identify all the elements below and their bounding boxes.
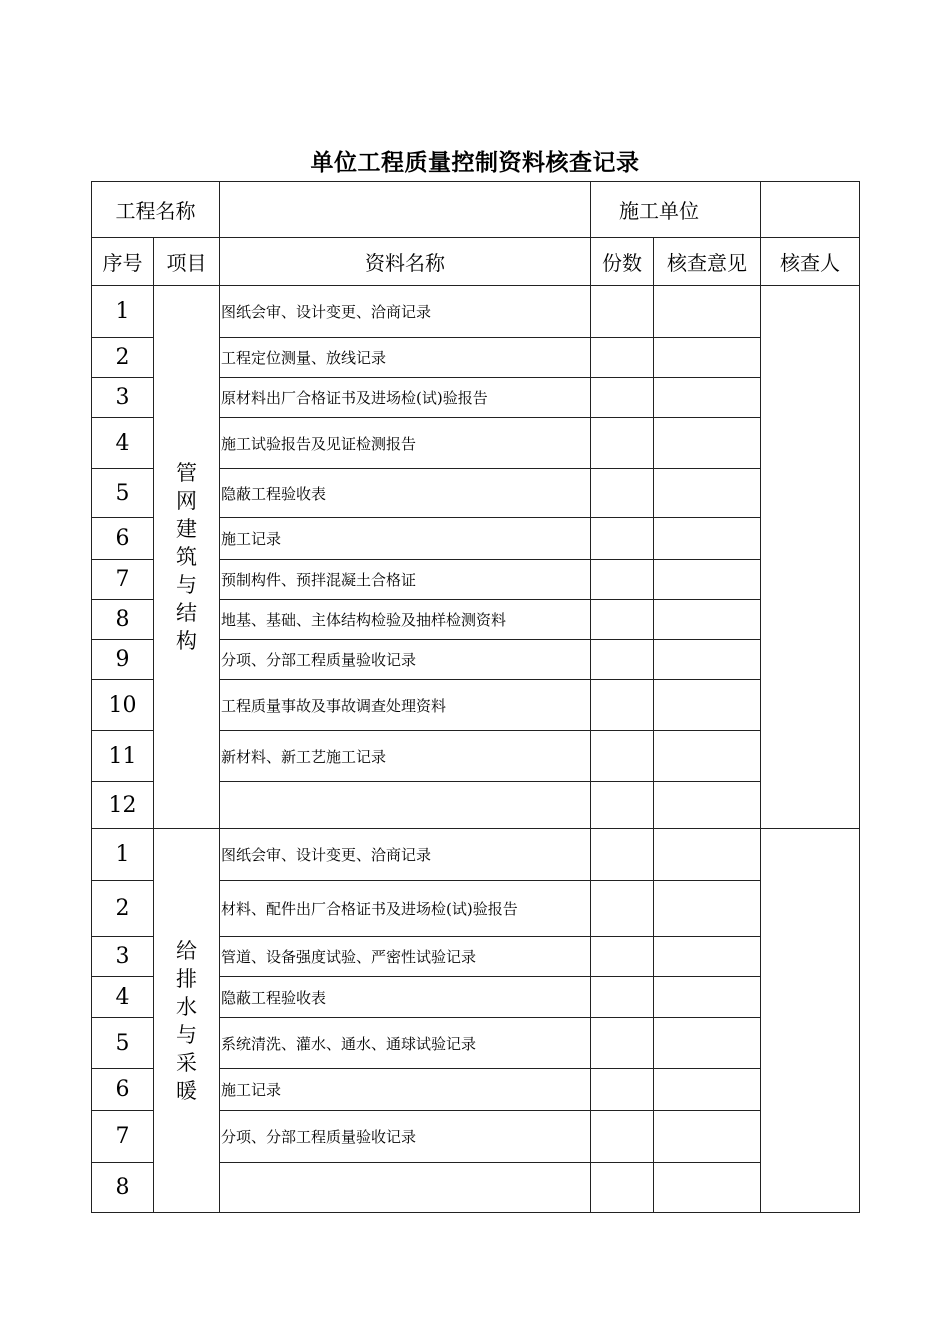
copies-cell[interactable]	[591, 680, 654, 731]
copies-cell[interactable]	[591, 829, 654, 881]
row-number: 1	[92, 829, 154, 881]
category-cell	[154, 829, 220, 1213]
row-number: 9	[92, 640, 154, 680]
copies-cell[interactable]	[591, 731, 654, 782]
document-name	[220, 782, 591, 829]
copies-cell[interactable]	[591, 937, 654, 977]
copies-cell[interactable]	[591, 600, 654, 640]
document-name: 系统清洗、灌水、通水、通球试验记录	[220, 1018, 591, 1069]
col-item: 项目	[154, 238, 220, 286]
col-checker: 核查人	[761, 238, 860, 286]
copies-cell[interactable]	[591, 338, 654, 378]
project-name-field[interactable]	[220, 182, 591, 238]
opinion-cell[interactable]	[654, 680, 761, 731]
opinion-cell[interactable]	[654, 338, 761, 378]
copies-cell[interactable]	[591, 518, 654, 560]
row-number: 4	[92, 977, 154, 1018]
document-name: 新材料、新工艺施工记录	[220, 731, 591, 782]
copies-cell[interactable]	[591, 782, 654, 829]
header-info-row	[92, 182, 860, 238]
opinion-cell[interactable]	[654, 640, 761, 680]
copies-cell[interactable]	[591, 286, 654, 338]
document-name: 隐蔽工程验收表	[220, 977, 591, 1018]
row-number: 3	[92, 378, 154, 418]
column-header-row	[92, 238, 860, 286]
category-cell	[154, 286, 220, 829]
document-name: 分项、分部工程质量验收记录	[220, 1111, 591, 1163]
opinion-cell[interactable]	[654, 829, 761, 881]
row-number: 8	[92, 1163, 154, 1213]
row-number: 6	[92, 518, 154, 560]
page-title: 单位工程质量控制资料核查记录	[310, 150, 640, 176]
document-name: 施工记录	[220, 518, 591, 560]
opinion-cell[interactable]	[654, 731, 761, 782]
copies-cell[interactable]	[591, 977, 654, 1018]
document-name: 预制构件、预拌混凝土合格证	[220, 560, 591, 600]
row-number: 5	[92, 1018, 154, 1069]
row-number: 10	[92, 680, 154, 731]
project-name-label: 工程名称	[92, 182, 220, 238]
opinion-cell[interactable]	[654, 418, 761, 469]
opinion-cell[interactable]	[654, 1163, 761, 1213]
col-opinion: 核查意见	[654, 238, 761, 286]
opinion-cell[interactable]	[654, 518, 761, 560]
document-name: 地基、基础、主体结构检验及抽样检测资料	[220, 600, 591, 640]
checker-cell[interactable]	[761, 286, 860, 829]
row-number: 5	[92, 469, 154, 518]
row-number: 7	[92, 1111, 154, 1163]
table-row	[92, 286, 860, 338]
opinion-cell[interactable]	[654, 378, 761, 418]
document-name: 材料、配件出厂合格证书及进场检(试)验报告	[220, 881, 591, 937]
category-label: 给排水与采暖	[176, 938, 197, 1103]
document-name: 原材料出厂合格证书及进场检(试)验报告	[220, 378, 591, 418]
col-copies: 份数	[591, 238, 654, 286]
row-number: 2	[92, 881, 154, 937]
document-name: 施工记录	[220, 1069, 591, 1111]
document-name: 施工试验报告及见证检测报告	[220, 418, 591, 469]
col-seq: 序号	[92, 238, 154, 286]
copies-cell[interactable]	[591, 469, 654, 518]
row-number: 8	[92, 600, 154, 640]
copies-cell[interactable]	[591, 1111, 654, 1163]
opinion-cell[interactable]	[654, 1111, 761, 1163]
row-number: 2	[92, 338, 154, 378]
row-number: 4	[92, 418, 154, 469]
table-row	[92, 829, 860, 881]
document-name: 工程定位测量、放线记录	[220, 338, 591, 378]
opinion-cell[interactable]	[654, 782, 761, 829]
row-number: 12	[92, 782, 154, 829]
document-name: 分项、分部工程质量验收记录	[220, 640, 591, 680]
opinion-cell[interactable]	[654, 977, 761, 1018]
opinion-cell[interactable]	[654, 1018, 761, 1069]
row-number: 6	[92, 1069, 154, 1111]
copies-cell[interactable]	[591, 1163, 654, 1213]
checker-cell[interactable]	[761, 829, 860, 1213]
contractor-label	[591, 182, 761, 238]
document-name: 工程质量事故及事故调查处理资料	[220, 680, 591, 731]
opinion-cell[interactable]	[654, 881, 761, 937]
opinion-cell[interactable]	[654, 560, 761, 600]
row-number: 11	[92, 731, 154, 782]
document-name: 图纸会审、设计变更、洽商记录	[220, 286, 591, 338]
copies-cell[interactable]	[591, 640, 654, 680]
copies-cell[interactable]	[591, 1069, 654, 1111]
row-number: 3	[92, 937, 154, 977]
copies-cell[interactable]	[591, 881, 654, 937]
document-name: 管道、设备强度试验、严密性试验记录	[220, 937, 591, 977]
opinion-cell[interactable]	[654, 600, 761, 640]
opinion-cell[interactable]	[654, 469, 761, 518]
copies-cell[interactable]	[591, 418, 654, 469]
row-number: 1	[92, 286, 154, 338]
inspection-table	[91, 181, 860, 1213]
opinion-cell[interactable]	[654, 1069, 761, 1111]
opinion-cell[interactable]	[654, 937, 761, 977]
copies-cell[interactable]	[591, 560, 654, 600]
document-name	[220, 1163, 591, 1213]
copies-cell[interactable]	[591, 1018, 654, 1069]
contractor-field[interactable]	[761, 182, 860, 238]
copies-cell[interactable]	[591, 378, 654, 418]
row-number: 7	[92, 560, 154, 600]
document-name: 图纸会审、设计变更、洽商记录	[220, 829, 591, 881]
col-doc-name: 资料名称	[220, 238, 591, 286]
document-name: 隐蔽工程验收表	[220, 469, 591, 518]
opinion-cell[interactable]	[654, 286, 761, 338]
contractor-label-text: 施工单位	[619, 199, 699, 223]
category-label: 管网建筑与结构	[176, 461, 197, 653]
